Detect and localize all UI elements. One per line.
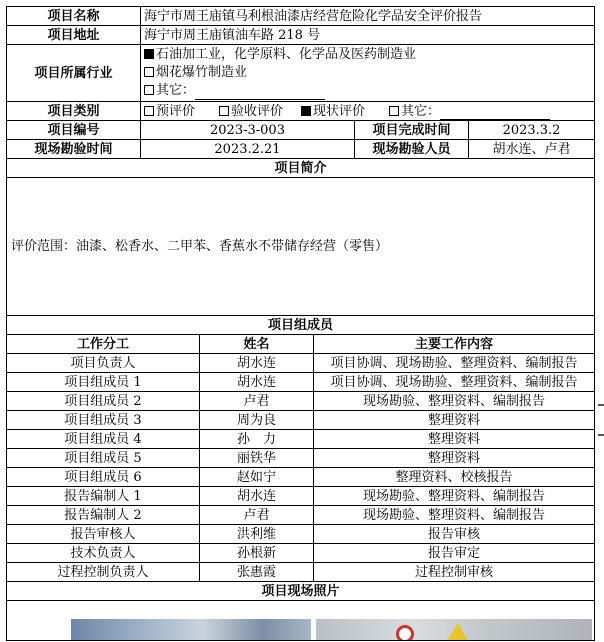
team-member-name: 卢君: [200, 506, 314, 525]
team-row: [7, 525, 595, 544]
team-role: 项目组成员 4: [7, 430, 200, 449]
finish-time-label: 项目完成时间: [355, 121, 469, 140]
no-fire-sign-icon: [396, 625, 414, 641]
industry-option-fireworks[interactable]: 烟花爆竹制造业: [144, 64, 591, 82]
team-member-name: 周为良: [200, 411, 314, 430]
team-work-content: 现场勘验、整理资料、编制报告: [314, 506, 595, 525]
team-row: [7, 373, 595, 392]
team-member-name: 张惠霞: [200, 563, 314, 582]
team-role: 项目组成员 6: [7, 468, 200, 487]
checkbox-empty-icon: [144, 106, 154, 116]
type-option-current[interactable]: 现状评价: [301, 104, 365, 119]
team-role: 项目组成员 1: [7, 373, 200, 392]
project-industry-options: [141, 45, 595, 102]
project-type-options: [141, 102, 595, 121]
intro-title-row: [7, 159, 595, 178]
team-role: 报告编制人 1: [7, 487, 200, 506]
checkbox-empty-icon: [144, 67, 154, 77]
team-work-content: 现场勘验、整理资料、编制报告: [314, 487, 595, 506]
photos-row: [7, 601, 595, 641]
team-work-content: 整理资料、校核报告: [314, 468, 595, 487]
project-address-row: [7, 26, 595, 45]
team-member-name: 赵如宁: [200, 468, 314, 487]
project-address-label: 项目地址: [7, 26, 141, 45]
team-work-content: 报告审定: [314, 544, 595, 563]
project-industry-label: 项目所属行业: [7, 45, 141, 102]
checkbox-checked-icon: [144, 49, 154, 59]
project-type-label: 项目类别: [7, 102, 141, 121]
edge-mark: [598, 434, 604, 436]
team-role: 项目负责人: [7, 354, 200, 373]
edge-mark: [598, 404, 604, 406]
team-work-content: 项目协调、现场勘验、整理资料、编制报告: [314, 354, 595, 373]
team-title: 项目组成员: [7, 316, 595, 335]
industry-option-petrochemical[interactable]: 石油加工业，化学原料、化学品及医药制造业: [144, 46, 591, 64]
project-number-label: 项目编号: [7, 121, 141, 140]
intro-scope-row: [7, 178, 595, 316]
team-row: [7, 392, 595, 411]
team-header-name: 姓名: [200, 335, 314, 354]
team-work-content: 项目协调、现场勘验、整理资料、编制报告: [314, 373, 595, 392]
industry-other-blank: [195, 86, 325, 100]
project-name-row: [7, 7, 595, 26]
team-row: [7, 430, 595, 449]
site-photo-storefront: [71, 619, 311, 641]
team-work-content: 整理资料: [314, 430, 595, 449]
team-role: 报告编制人 2: [7, 506, 200, 525]
team-row: [7, 544, 595, 563]
finish-time-value: 2023.3.2: [469, 121, 595, 140]
team-row: [7, 468, 595, 487]
team-rows: [7, 354, 595, 582]
team-work-content: 整理资料: [314, 449, 595, 468]
team-role: 过程控制负责人: [7, 563, 200, 582]
report-form: [6, 6, 594, 641]
project-industry-row: [7, 45, 595, 102]
team-header-role: 工作分工: [7, 335, 200, 354]
photos-title-row: [7, 582, 595, 601]
project-number-row: [7, 121, 595, 140]
team-member-name: 孙 力: [200, 430, 314, 449]
warning-triangle-icon: [446, 623, 470, 641]
type-option-other[interactable]: 其它：: [389, 104, 440, 119]
checkbox-empty-icon: [389, 106, 399, 116]
project-info-table: [6, 6, 595, 641]
project-type-row: [7, 102, 595, 121]
survey-time-value: 2023.2.21: [141, 140, 355, 159]
team-role: 项目组成员 3: [7, 411, 200, 430]
team-row: [7, 506, 595, 525]
team-header-row: [7, 335, 595, 354]
team-member-name: 洪利维: [200, 525, 314, 544]
photos-title: 项目现场照片: [7, 582, 595, 601]
industry-option-other[interactable]: 其它：: [144, 82, 591, 100]
team-work-content: 现场勘验、整理资料、编制报告: [314, 392, 595, 411]
type-option-pre[interactable]: 预评价: [144, 104, 195, 119]
surveyors-value: 胡水连、卢君: [469, 140, 595, 159]
team-role: 技术负责人: [7, 544, 200, 563]
team-row: [7, 487, 595, 506]
team-work-content: 报告审核: [314, 525, 595, 544]
team-member-name: 胡水连: [200, 487, 314, 506]
checkbox-checked-icon: [301, 106, 311, 116]
team-row: [7, 411, 595, 430]
intro-title: 项目简介: [7, 159, 595, 178]
team-header-work: 主要工作内容: [314, 335, 595, 354]
survey-row: [7, 140, 595, 159]
team-role: 项目组成员 5: [7, 449, 200, 468]
team-role: 报告审核人: [7, 525, 200, 544]
project-name-value: 海宁市周王庙镇马利根油漆店经营危险化学品安全评价报告: [141, 7, 595, 26]
checkbox-empty-icon: [144, 85, 154, 95]
team-work-content: 整理资料: [314, 411, 595, 430]
site-photos: [7, 601, 595, 641]
team-title-row: [7, 316, 595, 335]
team-member-name: 孙根新: [200, 544, 314, 563]
team-member-name: 丽铁华: [200, 449, 314, 468]
team-member-name: 胡水连: [200, 373, 314, 392]
team-role: 项目组成员 2: [7, 392, 200, 411]
project-number-value: 2023-3-003: [141, 121, 355, 140]
evaluation-scope: 评价范围：油漆、松香水、二甲苯、香蕉水不带储存经营（零售）: [7, 178, 595, 316]
team-row: [7, 449, 595, 468]
team-member-name: 胡水连: [200, 354, 314, 373]
project-name-label: 项目名称: [7, 7, 141, 26]
team-member-name: 卢君: [200, 392, 314, 411]
type-other-blank: [440, 106, 550, 120]
project-address-value: 海宁市周王庙镇油车路 218 号: [141, 26, 595, 45]
checkbox-empty-icon: [219, 106, 229, 116]
team-row: [7, 563, 595, 582]
team-work-content: 过程控制审核: [314, 563, 595, 582]
survey-time-label: 现场勘验时间: [7, 140, 141, 159]
surveyors-label: 现场勘验人员: [355, 140, 469, 159]
type-option-acceptance[interactable]: 验收评价: [219, 104, 283, 119]
site-photo-signage: [316, 619, 592, 641]
team-row: [7, 354, 595, 373]
